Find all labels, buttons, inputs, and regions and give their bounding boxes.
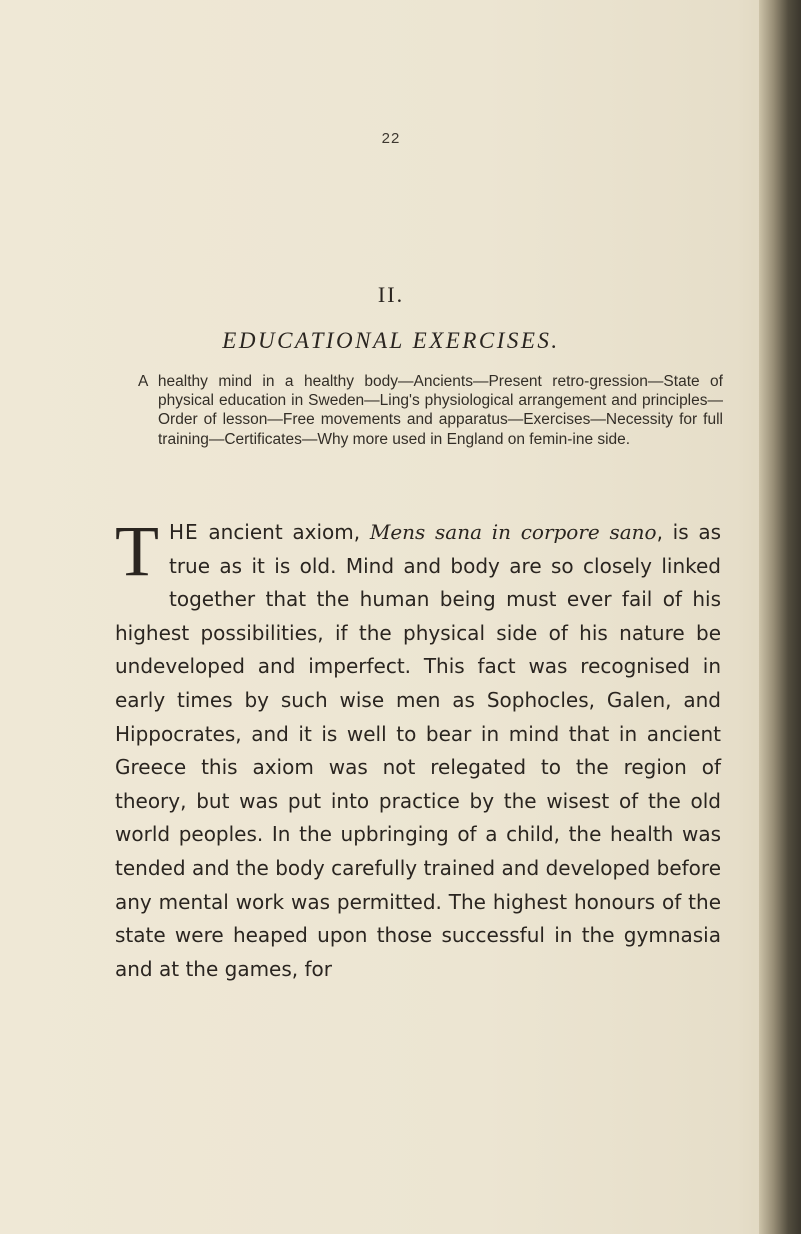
book-binding-edge	[759, 0, 801, 1234]
lead-caps: HE	[168, 520, 199, 544]
body-text-segment-2: , is as true as it is old. Mind and body are so closely linked together that the human being must ever fail of his highest possibilities, if the physical side of his nature be undeveloped and imperfect. This fact was recognised in early times by such wise men as Sophocles, Galen, and Hippocrates, and it is well to bear in mind that in ancient Greece this axiom was not relegated to the region of theory, but was put into practice by the wisest of the old world peoples. In the upbringing of a child, the health was tended and the body carefully trained and developed before any mental work was permitted. The highest honours of the state were heaped upon those successful in the gymnasia and at the games, for	[115, 520, 722, 981]
page-number: 22	[381, 130, 401, 147]
chapter-synopsis: A healthy mind in a healthy body—Ancients—Present retro-gression—State of physical education in Sweden—Ling's physiological arrangement and principles—Order of lesson—Free movements and apparatus—Exercises—Necessity for full training—Certificates—Why more used in England on femin-ine side.	[138, 373, 723, 448]
chapter-title: EDUCATIONAL EXERCISES.	[222, 328, 560, 353]
body-paragraph	[115, 511, 722, 986]
body-text-segment-1: ancient axiom,	[198, 520, 370, 544]
drop-cap: T	[115, 511, 159, 591]
latin-phrase: Mens sana in corpore sano	[369, 520, 657, 544]
chapter-number: II.	[377, 282, 405, 307]
